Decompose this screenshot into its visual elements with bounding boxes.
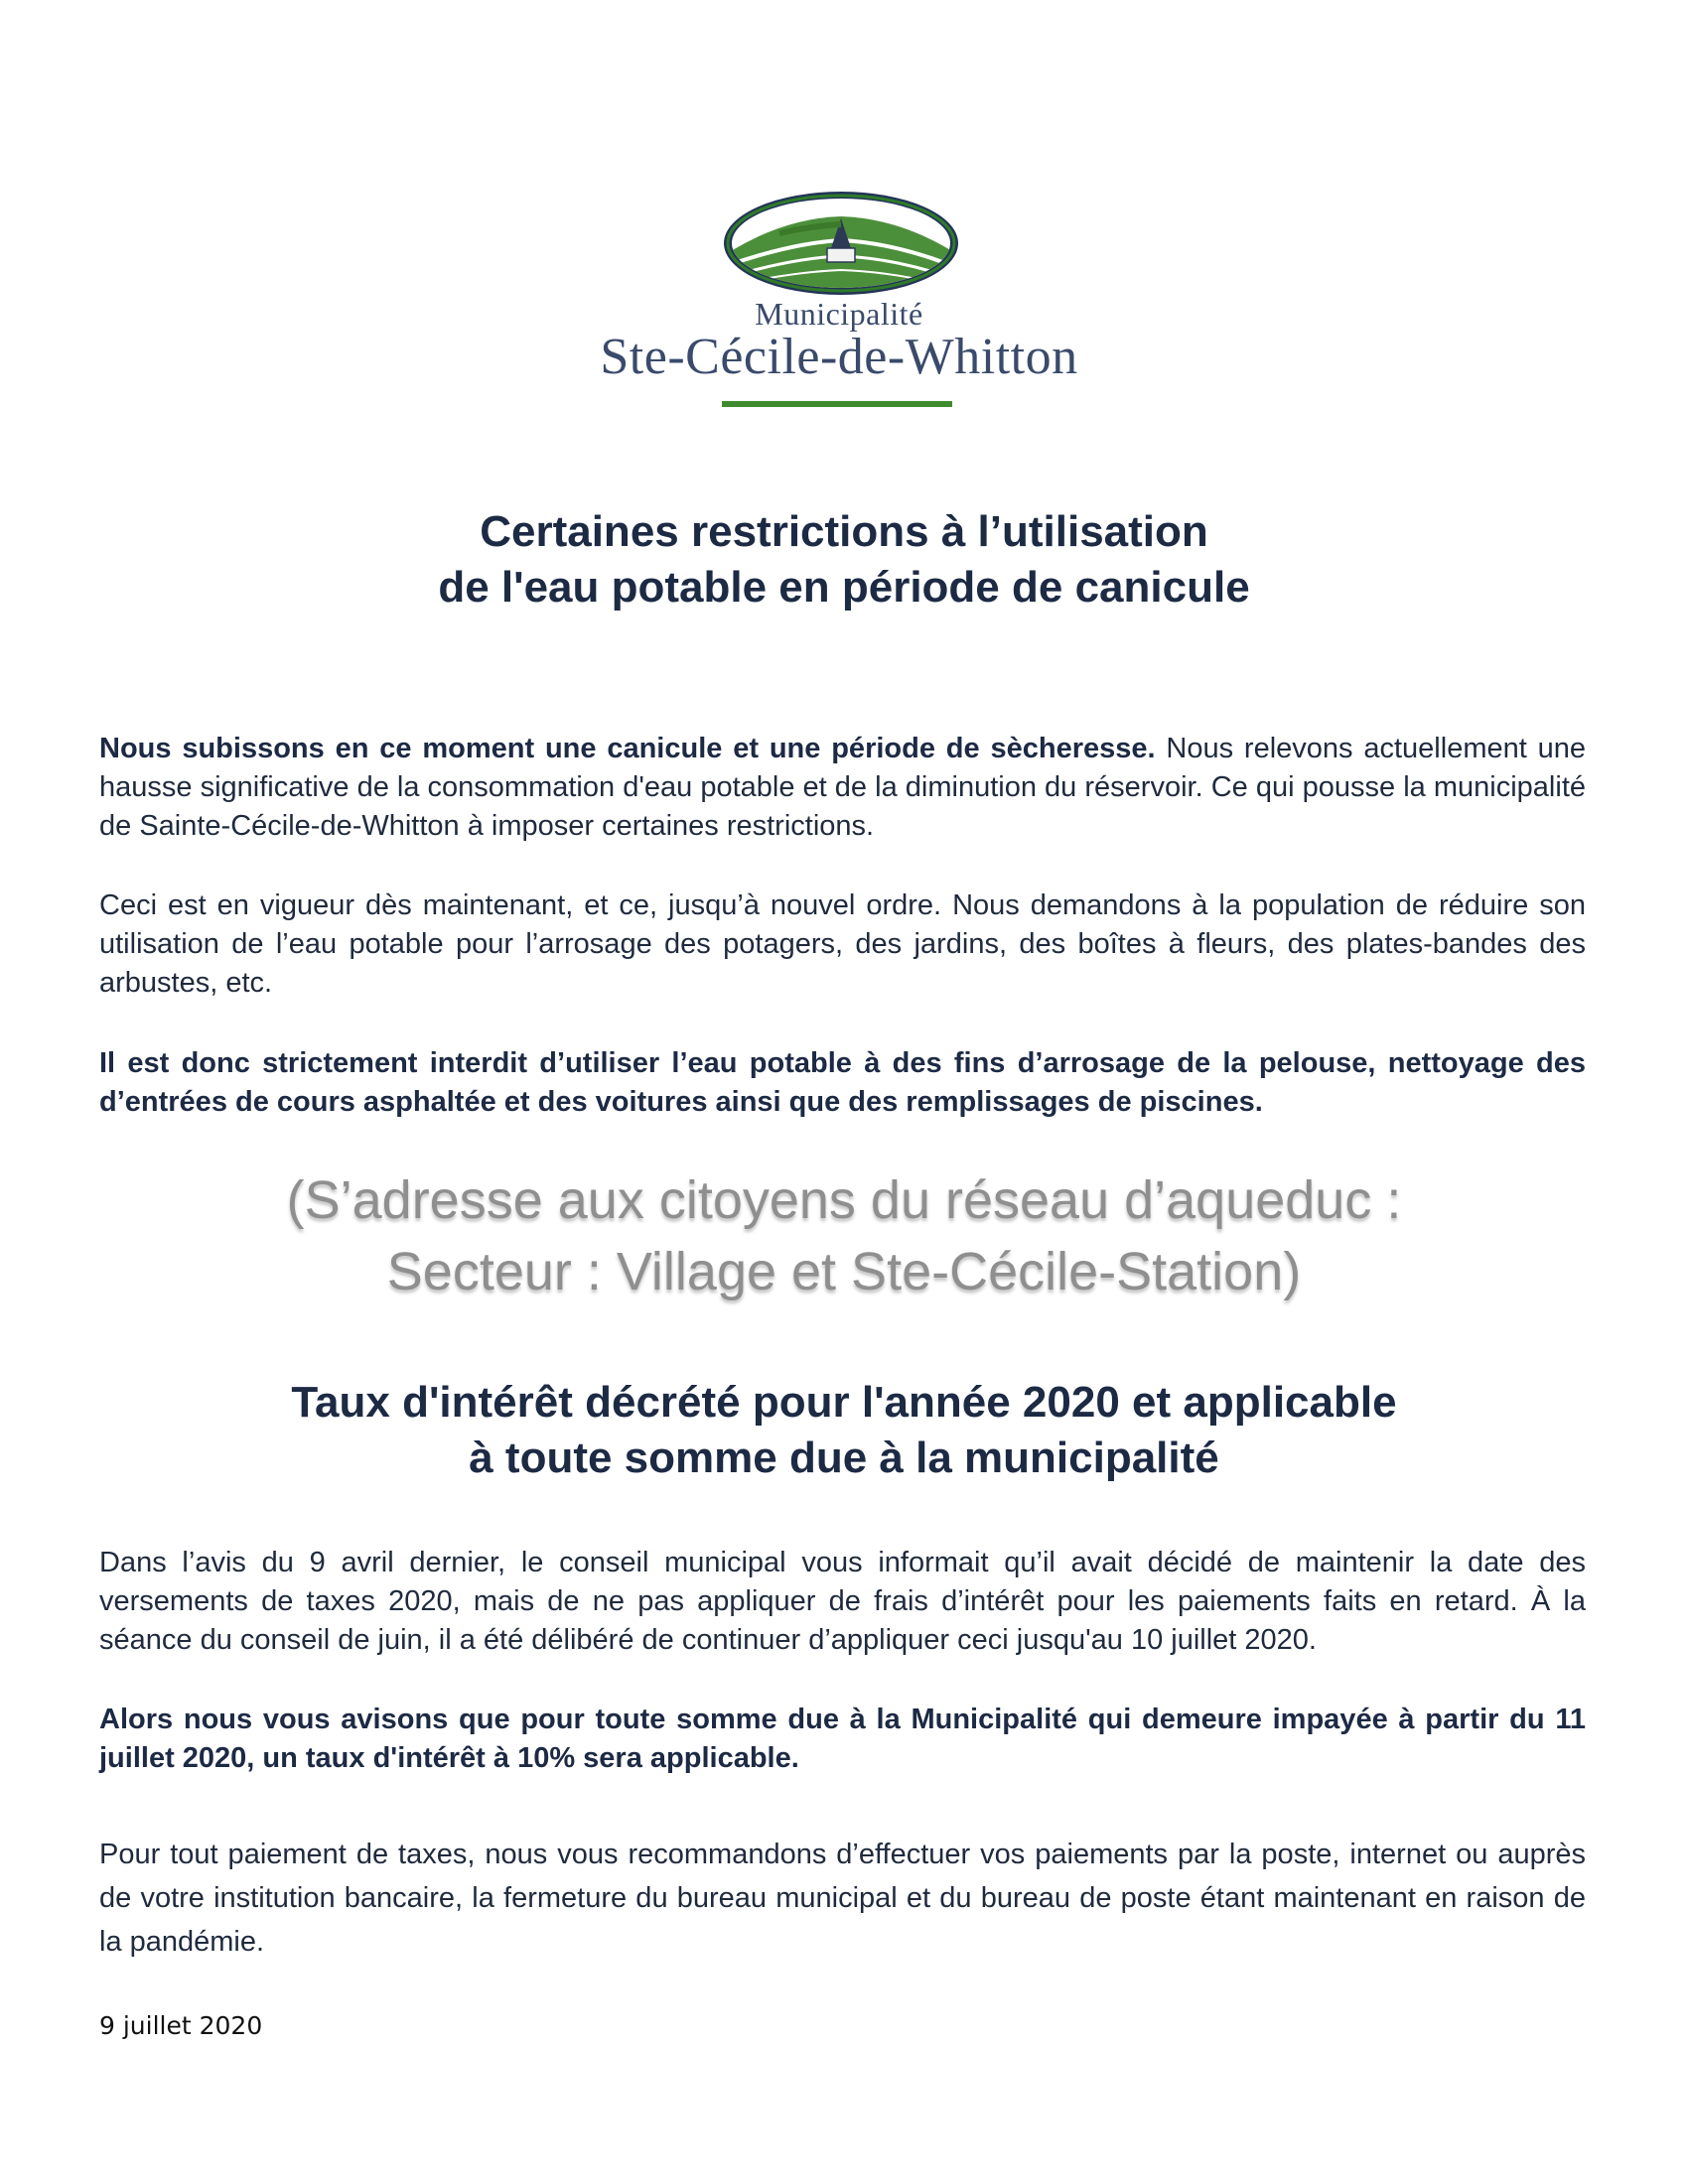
section2-paragraph-3: Pour tout paiement de taxes, nous vous recommandons d’effectuer vos paiements par la poste, internet ou auprès de votre institution bancaire, la fermeture du bureau municipal et du bureau de poste étant maintenant en raison de la pandémie. [99,1839,1586,1958]
section2-paragraph-2: Alors nous vous avisons que pour toute somme due à la Municipalité qui demeure impayée à partir du 11 juillet 2020, un taux d'intérêt à 10% sera applicable. [99,1704,1586,1774]
logo-municipalite-text: Municipalité [755,296,923,332]
section1-paragraph-1-rest: Nous relevons actuellement une hausse significative de la consommation d'eau potable et de la diminution du réservoir. Ce qui pousse la municipalité de Sainte-Cécile-de-Whitton à imposer certaines restrictions. [99,733,1587,842]
section1-paragraph-1 [99,730,1586,846]
section1-paragraph-2: Ceci est en vigueur dès maintenant, et ce, jusqu’à nouvel ordre. Nous demandons à la population de réduire son utilisation de l’eau potable pour l’arrosage des potagers, des jardins, des boîtes à fleurs, des plates-bandes des arbustes, etc. [99,889,1586,999]
municipality-logo [571,189,1107,417]
section2-paragraph-1: Dans l’avis du 9 avril dernier, le conseil municipal vous informait qu’il avait décidé de maintenir la date des versements de taxes 2020, mais de ne pas appliquer de frais d’intérêt pour les paiements faits en retard. À la séance du conseil de juin, il a été délibéré de continuer d’appliquer ceci jusqu'au 10 juillet 2020. [99,1547,1586,1656]
section1-paragraph-3: Il est donc strictement interdit d’utiliser l’eau potable à des fins d’arrosage de la pelouse, nettoyage des d’entrées de cours asphaltée et des voitures ainsi que des remplissages de piscines. [99,1047,1586,1118]
section1-title-line1: Certaines restrictions à l’utilisation [480,507,1208,556]
section2-title-line1: Taux d'intérêt décrété pour l'année 2020 et applicable [291,1378,1397,1427]
logo-divider [722,401,952,407]
section1-paragraph-1-bold: Nous subissons en ce moment une canicule et une période de sècheresse. [99,733,1156,764]
aqueduct-notice [99,1164,1589,1307]
aqueduct-notice-line2: Secteur : Village et Ste-Cécile-Station) [386,1242,1302,1301]
aqueduct-notice-line1: (S’adresse aux citoyens du réseau d’aqueduc : [286,1170,1402,1230]
section1-title [99,504,1589,615]
logo-emblem-icon [571,189,1107,298]
section2-title [99,1375,1589,1486]
section2-title-line2: à toute somme due à la municipalité [469,1433,1219,1482]
document-date: 9 juillet 2020 [99,2011,263,2040]
section1-title-line2: de l'eau potable en période de canicule [438,563,1250,612]
logo-municipality-name: Ste-Cécile-de-Whitton [600,329,1078,385]
